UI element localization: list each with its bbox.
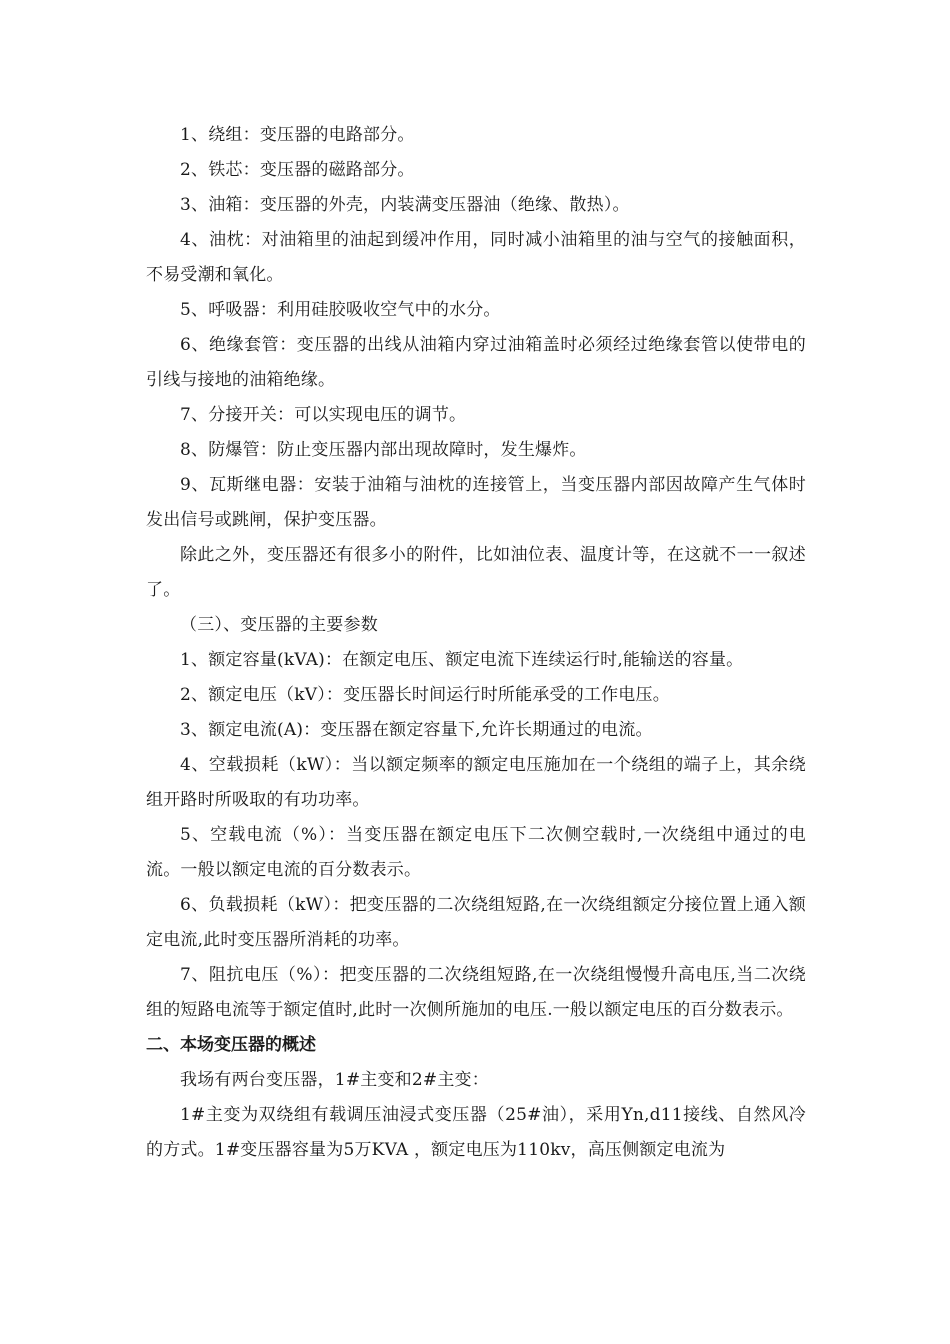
paragraph-main-transformer-1: 1#主变为双绕组有载调压油浸式变压器（25#油），采用Yn,d11接线、自然风冷的方式。1#变压器容量为5万KVA ，额定电压为110kv，高压侧额定电流为 (146, 1105, 806, 1160)
paragraph-accessories: 除此之外，变压器还有很多小的附件，比如油位表、温度计等，在这就不一一叙述了。 (146, 545, 806, 600)
section-heading: 二、本场变压器的概述 (146, 1035, 316, 1055)
paragraph-load-loss: 6、负载损耗（kW）：把变压器的二次绕组短路,在一次绕组额定分接位置上通入额定电流,此时变压器所消耗的功率。 (146, 895, 806, 950)
paragraph-rated-current: 3、额定电流(A)：变压器在额定容量下,允许长期通过的电流。 (180, 720, 653, 740)
paragraph-rated-voltage: 2、额定电压（kV）：变压器长时间运行时所能承受的工作电压。 (180, 685, 670, 705)
paragraph-no-load-current: 5、空载电流（%）：当变压器在额定电压下二次侧空载时,一次绕组中通过的电流。一般以额定电流的百分数表示。 (146, 825, 806, 880)
paragraph-gas-relay: 9、瓦斯继电器：安装于油箱与油枕的连接管上，当变压器内部因故障产生气体时发出信号或跳闸，保护变压器。 (146, 475, 806, 530)
paragraph-bushing: 6、绝缘套管：变压器的出线从油箱内穿过油箱盖时必须经过绝缘套管以使带电的引线与接地的油箱绝缘。 (146, 335, 806, 390)
paragraph-conservator: 4、油枕：对油箱里的油起到缓冲作用，同时减小油箱里的油与空气的接触面积，不易受潮和氧化。 (146, 230, 806, 285)
paragraph-explosion-vent: 8、防爆管：防止变压器内部出现故障时，发生爆炸。 (180, 440, 587, 460)
paragraph-winding: 1、绕组：变压器的电路部分。 (180, 125, 415, 145)
paragraph-breather: 5、呼吸器：利用硅胶吸收空气中的水分。 (180, 300, 501, 320)
paragraph-core: 2、铁芯：变压器的磁路部分。 (180, 160, 415, 180)
paragraph-no-load-loss: 4、空载损耗（kW）：当以额定频率的额定电压施加在一个绕组的端子上，其余绕组开路时所吸取的有功功率。 (146, 755, 806, 810)
paragraph-oil-tank: 3、油箱：变压器的外壳，内装满变压器油（绝缘、散热）。 (180, 195, 630, 215)
document-body (146, 118, 806, 1168)
subsection-title-parameters: （三）、变压器的主要参数 (180, 615, 378, 635)
paragraph-rated-capacity: 1、额定容量(kVA)：在额定电压、额定电流下连续运行时,能输送的容量。 (180, 650, 744, 670)
paragraph-tap-changer: 7、分接开关：可以实现电压的调节。 (180, 405, 467, 425)
paragraph-impedance-voltage: 7、阻抗电压（%）：把变压器的二次绕组短路,在一次绕组慢慢升高电压,当二次绕组的短路电流等于额定值时,此时一次侧所施加的电压.一般以额定电压的百分数表示。 (146, 965, 806, 1020)
paragraph-two-transformers: 我场有两台变压器，1#主变和2#主变： (180, 1070, 489, 1090)
